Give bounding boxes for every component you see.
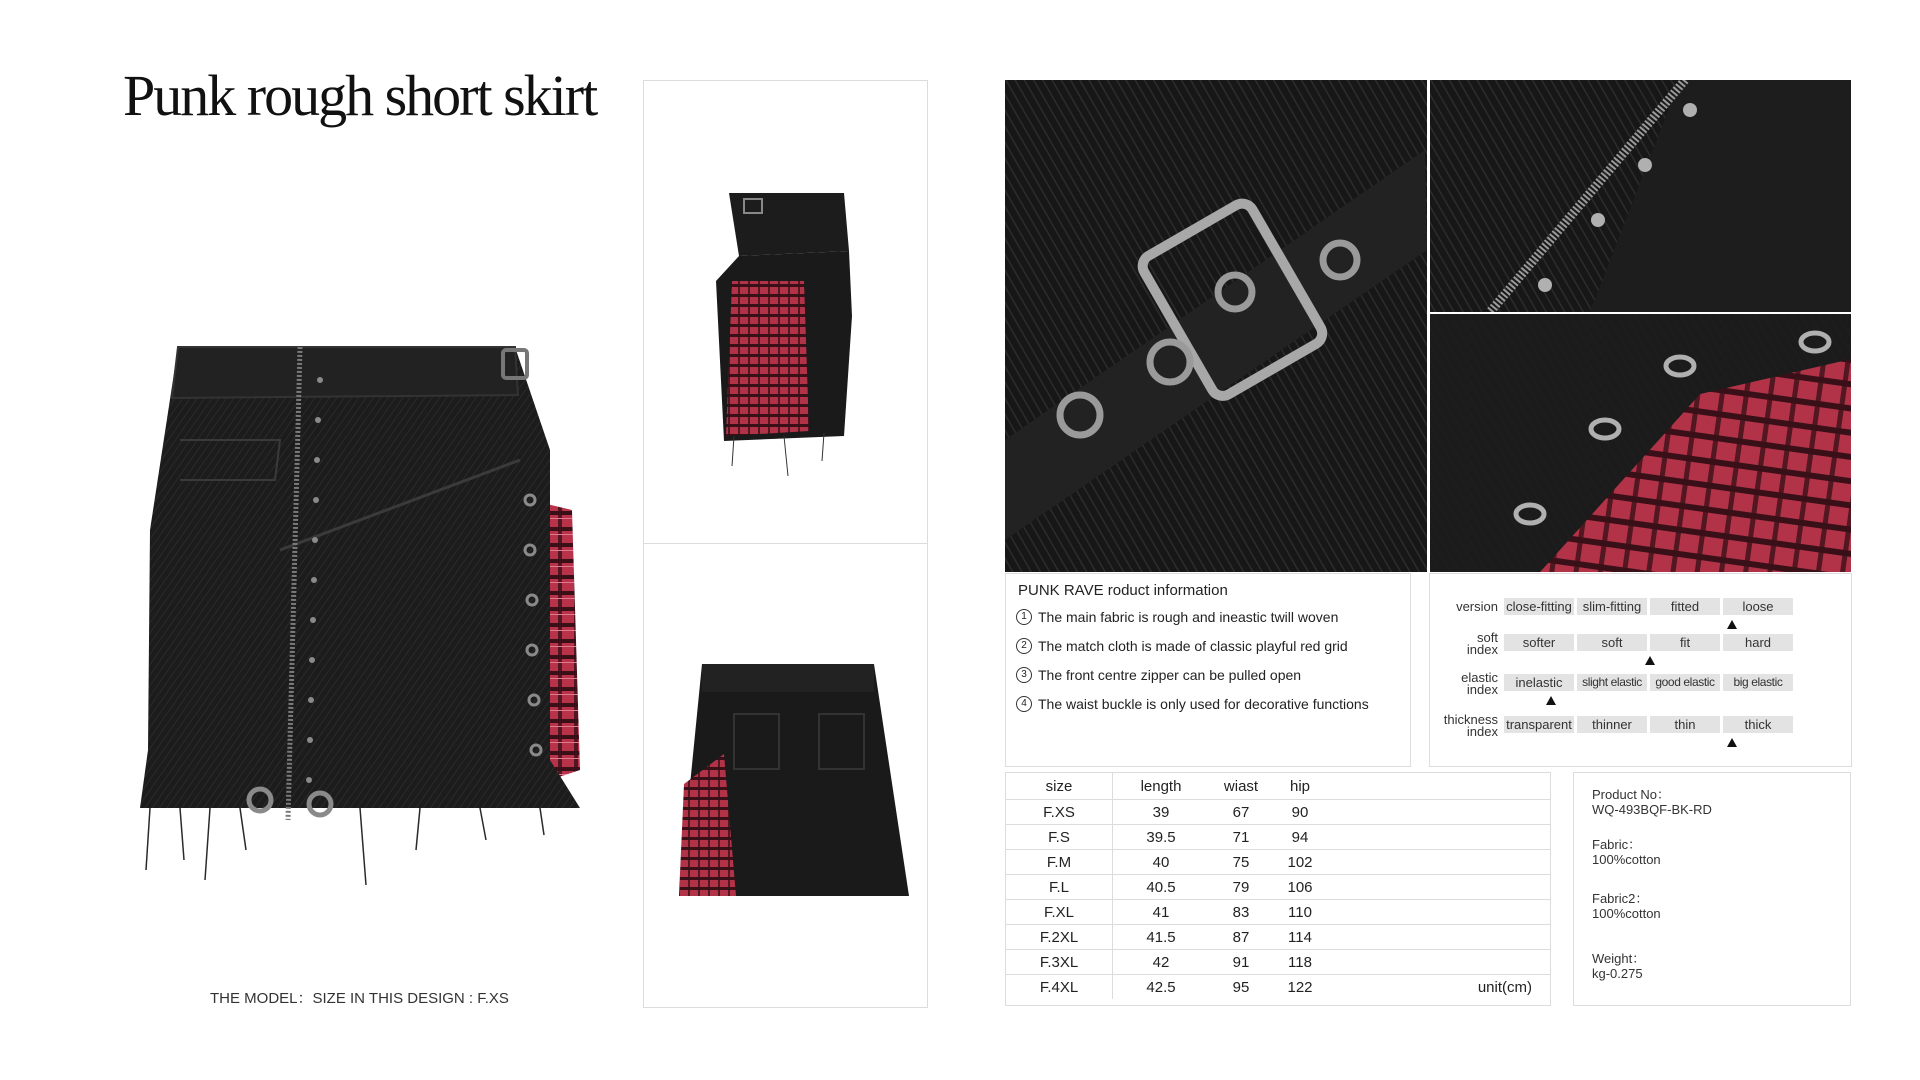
item-text: The waist buckle is only used for decorative functions: [1038, 695, 1369, 712]
list-item: [1016, 631, 1369, 660]
model-size-note: THE MODEL：SIZE IN THIS DESIGN : F.XS: [210, 990, 509, 1007]
fabric-spec: Fabric： 100%cotton: [1592, 837, 1661, 867]
length-cell: 39.5: [1113, 825, 1210, 850]
back-view-thumbnail: [644, 544, 927, 1006]
waist-cell: 71: [1209, 825, 1273, 850]
size-cell: F.XL: [1006, 900, 1113, 925]
version-option: fitted: [1650, 598, 1720, 615]
waist-cell: 87: [1209, 925, 1273, 950]
length-cell: 41.5: [1113, 925, 1210, 950]
product-specs-panel: [1573, 772, 1851, 1006]
fit-index-panel: [1429, 573, 1852, 767]
thickness-label: thickness index: [1443, 712, 1498, 739]
waist-cell: 79: [1209, 875, 1273, 900]
main-skirt-image: [120, 330, 600, 890]
hip-cell: 106: [1273, 875, 1327, 900]
elastic-option: inelastic: [1504, 674, 1574, 691]
product-number: Product No： WQ-493BQF-BK-RD: [1592, 787, 1712, 817]
size-cell: F.XS: [1006, 800, 1113, 825]
selected-marker-icon: [1727, 620, 1737, 629]
column-header: hip: [1273, 773, 1327, 800]
soft-option: fit: [1650, 634, 1720, 651]
size-chart: [1005, 772, 1551, 1006]
column-header: wiast: [1209, 773, 1273, 800]
size-cell: F.2XL: [1006, 925, 1113, 950]
item-number: 1: [1016, 609, 1032, 625]
item-text: The front centre zipper can be pulled open: [1038, 666, 1302, 683]
elastic-option: slight elastic: [1577, 674, 1647, 691]
waist-cell: 67: [1209, 800, 1273, 825]
elastic-option: good elastic: [1650, 674, 1720, 691]
list-item: [1016, 602, 1369, 631]
length-cell: 40: [1113, 850, 1210, 875]
thumbnail-panel: [643, 80, 928, 1008]
table-row: [1006, 950, 1550, 975]
product-info-title: PUNK RAVE roduct information: [1018, 582, 1228, 599]
table-row: [1006, 850, 1550, 875]
product-info-list: [1016, 602, 1369, 718]
length-cell: 39: [1113, 800, 1210, 825]
unit-label: unit(cm): [1477, 978, 1532, 996]
zipper-detail-image: [1430, 80, 1851, 312]
version-option: slim-fitting: [1577, 598, 1647, 615]
list-item: [1016, 660, 1369, 689]
buckle-detail-image: [1005, 80, 1427, 572]
size-cell: F.S: [1006, 825, 1113, 850]
column-header: length: [1113, 773, 1210, 800]
length-cell: 42: [1113, 950, 1210, 975]
hip-cell: 90: [1273, 800, 1327, 825]
version-option: loose: [1723, 598, 1793, 615]
waist-cell: 95: [1232, 978, 1250, 996]
waist-cell: 75: [1209, 850, 1273, 875]
table-header-row: [1006, 773, 1550, 800]
selected-marker-icon: [1727, 738, 1737, 747]
item-text: The main fabric is rough and ineastic twill woven: [1038, 608, 1339, 625]
item-number: 2: [1016, 638, 1032, 654]
thickness-row: [1430, 712, 1851, 756]
column-header: size: [1006, 773, 1113, 800]
product-info-panel: [1005, 573, 1411, 767]
hip-cell: 122: [1287, 978, 1313, 996]
table-row: [1006, 875, 1550, 900]
waist-cell: 91: [1209, 950, 1273, 975]
soft-option: hard: [1723, 634, 1793, 651]
hip-cell: 118: [1273, 950, 1327, 975]
waist-cell: 83: [1209, 900, 1273, 925]
soft-row: [1430, 630, 1851, 674]
length-cell: 41: [1113, 900, 1210, 925]
thickness-option: thinner: [1577, 716, 1647, 733]
soft-option: soft: [1577, 634, 1647, 651]
hip-cell: 110: [1273, 900, 1327, 925]
weight-spec: Weight： kg-0.275: [1592, 951, 1646, 981]
table-row: [1006, 800, 1550, 825]
version-label: version: [1456, 599, 1498, 614]
hip-cell: 114: [1273, 925, 1327, 950]
item-number: 3: [1016, 667, 1032, 683]
item-number: 4: [1016, 696, 1032, 712]
table-row: [1006, 975, 1550, 1000]
size-cell: F.M: [1006, 850, 1113, 875]
soft-option: softer: [1504, 634, 1574, 651]
thickness-option: transparent: [1504, 716, 1574, 733]
size-cell: F.L: [1006, 875, 1113, 900]
elastic-option: big elastic: [1723, 674, 1793, 691]
elastic-label: elastic index: [1461, 670, 1498, 697]
table-row: [1006, 825, 1550, 850]
thickness-option: thick: [1723, 716, 1793, 733]
selected-marker-icon: [1546, 696, 1556, 705]
side-view-thumbnail: [644, 81, 927, 543]
selected-marker-icon: [1645, 656, 1655, 665]
list-item: [1016, 689, 1369, 718]
thickness-option: thin: [1650, 716, 1720, 733]
fabric2-spec: Fabric2： 100%cotton: [1592, 891, 1661, 921]
item-text: The match cloth is made of classic playful red grid: [1038, 637, 1348, 654]
length-cell: 40.5: [1113, 875, 1210, 900]
elastic-row: [1430, 670, 1851, 714]
size-table: [1006, 773, 1550, 999]
version-option: close-fitting: [1504, 598, 1574, 615]
hip-cell: 94: [1273, 825, 1327, 850]
table-row: [1006, 900, 1550, 925]
size-cell: F.4XL: [1006, 975, 1113, 1000]
size-cell: F.3XL: [1006, 950, 1113, 975]
length-cell: 42.5: [1146, 978, 1176, 996]
hip-cell: 102: [1273, 850, 1327, 875]
plaid-detail-image: [1430, 314, 1851, 572]
table-row: [1006, 925, 1550, 950]
product-title: Punk rough short skirt: [123, 63, 597, 128]
soft-label: soft index: [1466, 630, 1498, 657]
